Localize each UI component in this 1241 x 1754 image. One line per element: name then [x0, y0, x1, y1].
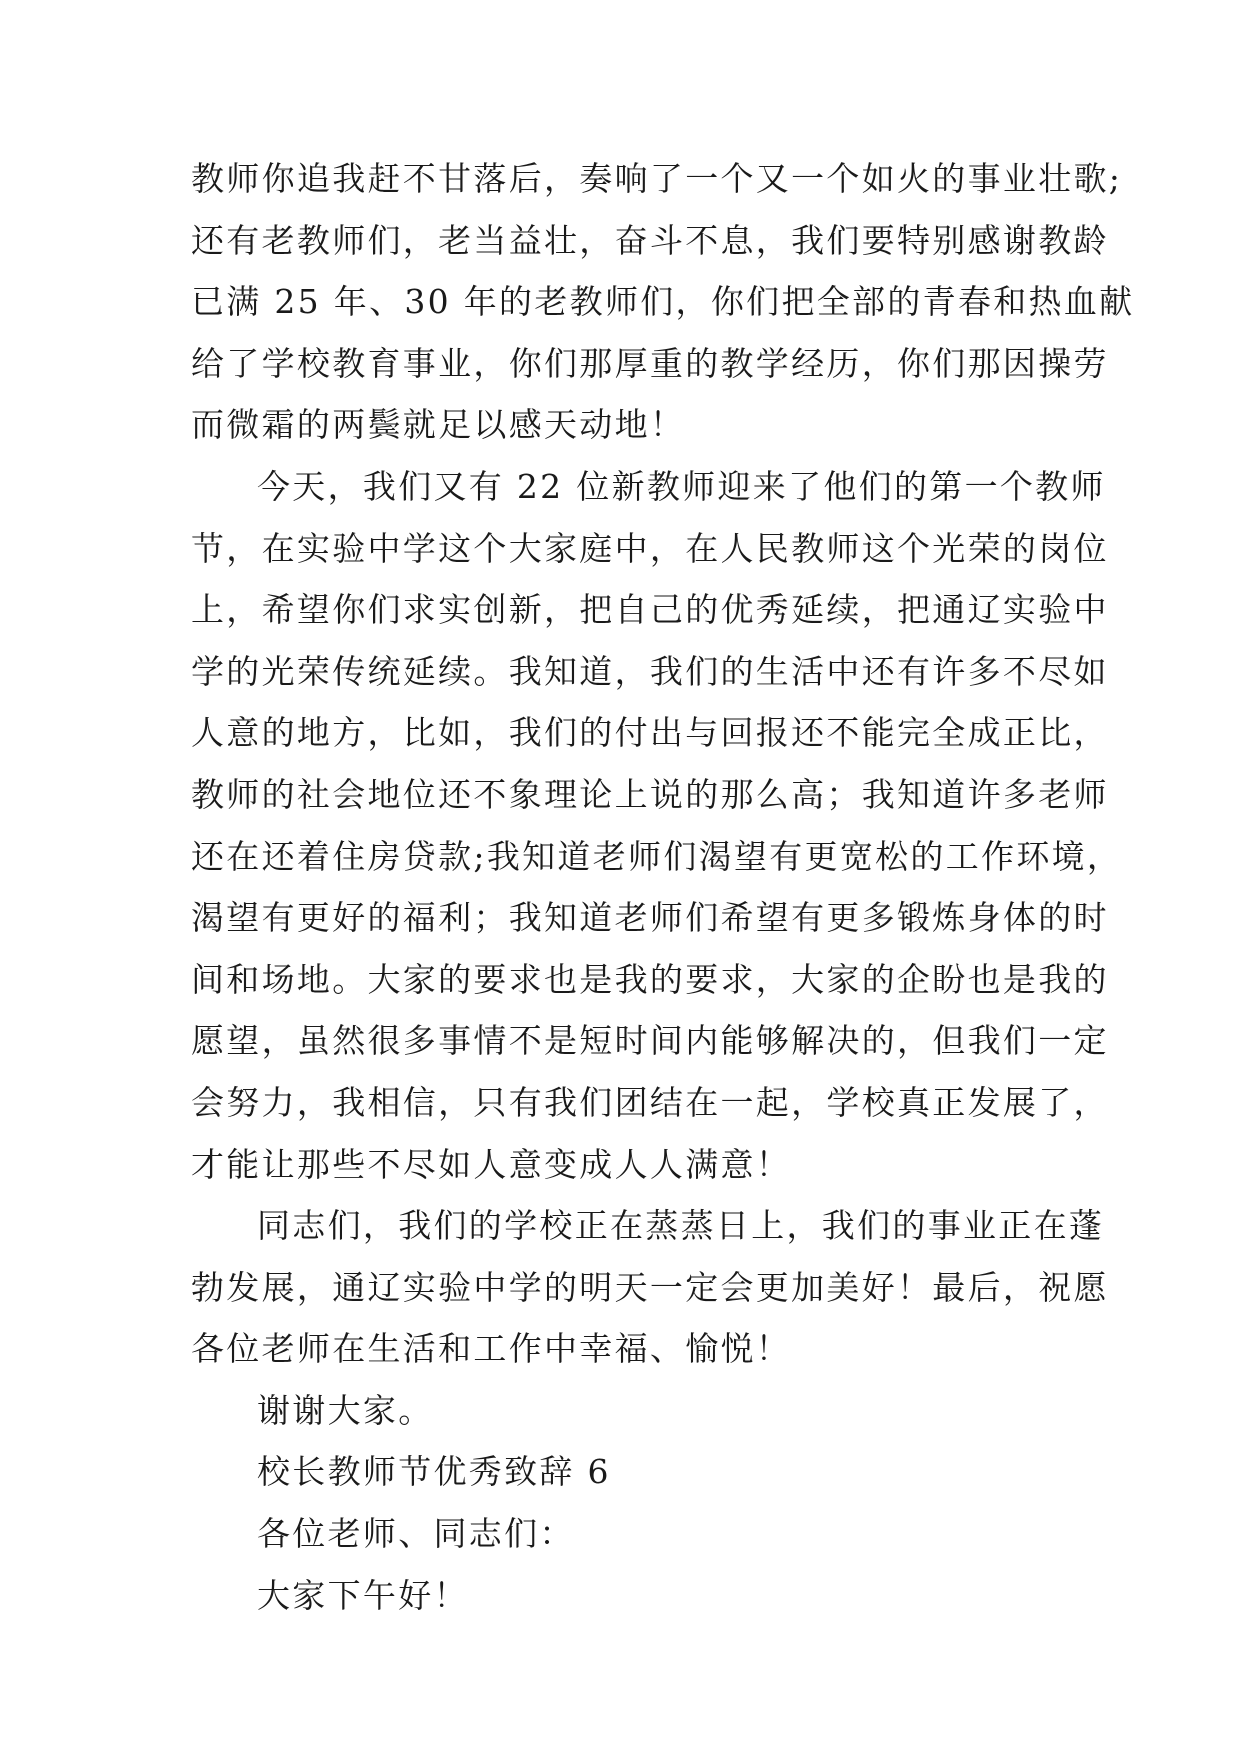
text-line: 还在还着住房贷款;我知道老师们渴望有更宽松的工作环境， [191, 836, 1123, 876]
greeting-line: 大家下午好！ [257, 1575, 469, 1615]
text-line: 学的光荣传统延续。我知道，我们的生活中还有许多不尽如 [191, 651, 1109, 691]
document-body [191, 148, 1135, 1626]
text-line: 勃发展，通辽实验中学的明天一定会更加美好！最后，祝愿 [191, 1267, 1109, 1307]
text-line: 各位老师在生活和工作中幸福、愉悦！ [191, 1329, 792, 1369]
text-line: 人意的地方，比如，我们的付出与回报还不能完全成正比， [191, 713, 1109, 753]
paragraph-first-line: 同志们，我们的学校正在蒸蒸日上，我们的事业正在蓬 [257, 1206, 1105, 1246]
text-line: 愿望，虽然很多事情不是短时间内能够解决的，但我们一定 [191, 1021, 1109, 1061]
text-line: 间和场地。大家的要求也是我的要求，大家的企盼也是我的 [191, 959, 1109, 999]
text-line: 上，希望你们求实创新，把自己的优秀延续，把通辽实验中 [191, 590, 1109, 630]
text-line: 教师你追我赶不甘落后，奏响了一个又一个如火的事业壮歌; [191, 159, 1123, 198]
paragraph-first-line: 今天，我们又有 22 位新教师迎来了他们的第一个教师 [257, 466, 1106, 506]
text-line: 已满 25 年、30 年的老教师们，你们把全部的青春和热血献 [191, 282, 1135, 322]
section-heading: 校长教师节优秀致辞 6 [257, 1452, 611, 1492]
text-line: 教师的社会地位还不象理论上说的那么高；我知道许多老师 [191, 774, 1109, 814]
text-line: 给了学校教育事业，你们那厚重的教学经历，你们那因操劳 [191, 343, 1109, 383]
text-line: 才能让那些不尽如人意变成人人满意！ [191, 1144, 792, 1184]
text-line: 会努力，我相信，只有我们团结在一起，学校真正发展了， [191, 1082, 1109, 1122]
text-line: 还有老教师们，老当益壮，奋斗不息，我们要特别感谢教龄 [191, 220, 1109, 260]
text-line: 而微霜的两鬓就足以感天动地！ [191, 405, 686, 445]
closing-line: 谢谢大家。 [257, 1390, 434, 1430]
salutation-line: 各位老师、同志们： [257, 1514, 575, 1554]
text-line: 渴望有更好的福利；我知道老师们希望有更多锻炼身体的时 [191, 898, 1109, 938]
text-line: 节，在实验中学这个大家庭中，在人民教师这个光荣的岗位 [191, 528, 1109, 568]
